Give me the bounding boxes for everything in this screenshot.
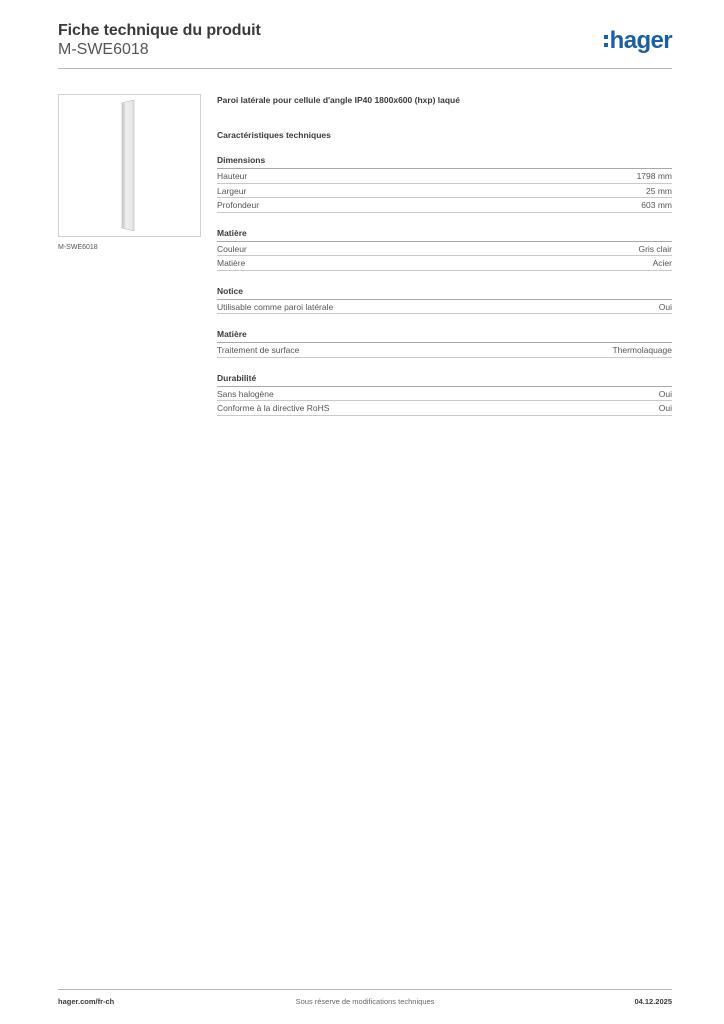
spec-row [217,401,672,416]
page-footer [58,997,672,1009]
footer-website-link[interactable]: hager.com/fr-ch [58,997,115,1006]
product-image [58,94,201,237]
product-reference: M-SWE6018 [58,41,149,58]
footer-date: 04.12.2025 [634,997,672,1006]
spec-row [217,242,672,257]
side-panel-illustration-icon [121,100,135,231]
spec-group-dimensions [217,154,672,213]
product-details [217,94,672,416]
hager-logo [604,28,672,54]
spec-label: Hauteur [217,171,248,181]
spec-group-material-treatment [217,328,672,358]
footer-divider [58,989,672,990]
spec-row [217,387,672,402]
spec-value: Gris clair [638,243,672,254]
spec-label: Matière [217,258,246,268]
document-title: Fiche technique du produit [58,22,261,39]
spec-label: Largeur [217,185,247,196]
spec-group-title: Matière [217,227,672,242]
spec-label: Profondeur [217,200,260,210]
spec-label: Utilisable comme paroi latérale [217,301,334,312]
spec-value: Oui [658,388,672,399]
header-divider [58,68,672,69]
spec-value: Oui [658,403,672,413]
spec-label: Couleur [217,243,247,254]
spec-value: Thermolaquage [612,345,672,355]
spec-group-title: Notice [217,285,672,300]
spec-group-durability [217,372,672,416]
spec-group-material [217,227,672,271]
page-header [58,22,672,68]
spec-label: Conforme à la directive RoHS [217,403,330,413]
spec-value: 603 mm [641,200,672,210]
product-image-caption: M-SWE6018 [58,244,98,251]
spec-label: Sans halogène [217,388,274,399]
spec-value: 1798 mm [636,171,672,181]
spec-label: Traitement de surface [217,345,300,355]
footer-disclaimer: Sous réserve de modifications techniques [295,997,435,1006]
spec-row [217,198,672,213]
spec-row [217,343,672,358]
spec-value: 25 mm [646,185,672,196]
spec-value: Oui [658,301,672,312]
spec-group-title: Durabilité [217,372,672,387]
spec-value: Acier [652,258,672,268]
spec-row [217,300,672,315]
spec-row [217,184,672,199]
product-description: Paroi latérale pour cellule d'angle IP40 1800x600 (hxp) laqué [217,95,460,105]
logo-text: hager [609,27,672,54]
logo-colon-icon [604,30,608,52]
spec-group-notice [217,285,672,315]
spec-row [217,169,672,184]
spec-group-title: Matière [217,328,672,343]
spec-group-title: Dimensions [217,154,672,169]
spec-row [217,256,672,271]
technical-characteristics-title: Caractéristiques techniques [217,130,331,140]
